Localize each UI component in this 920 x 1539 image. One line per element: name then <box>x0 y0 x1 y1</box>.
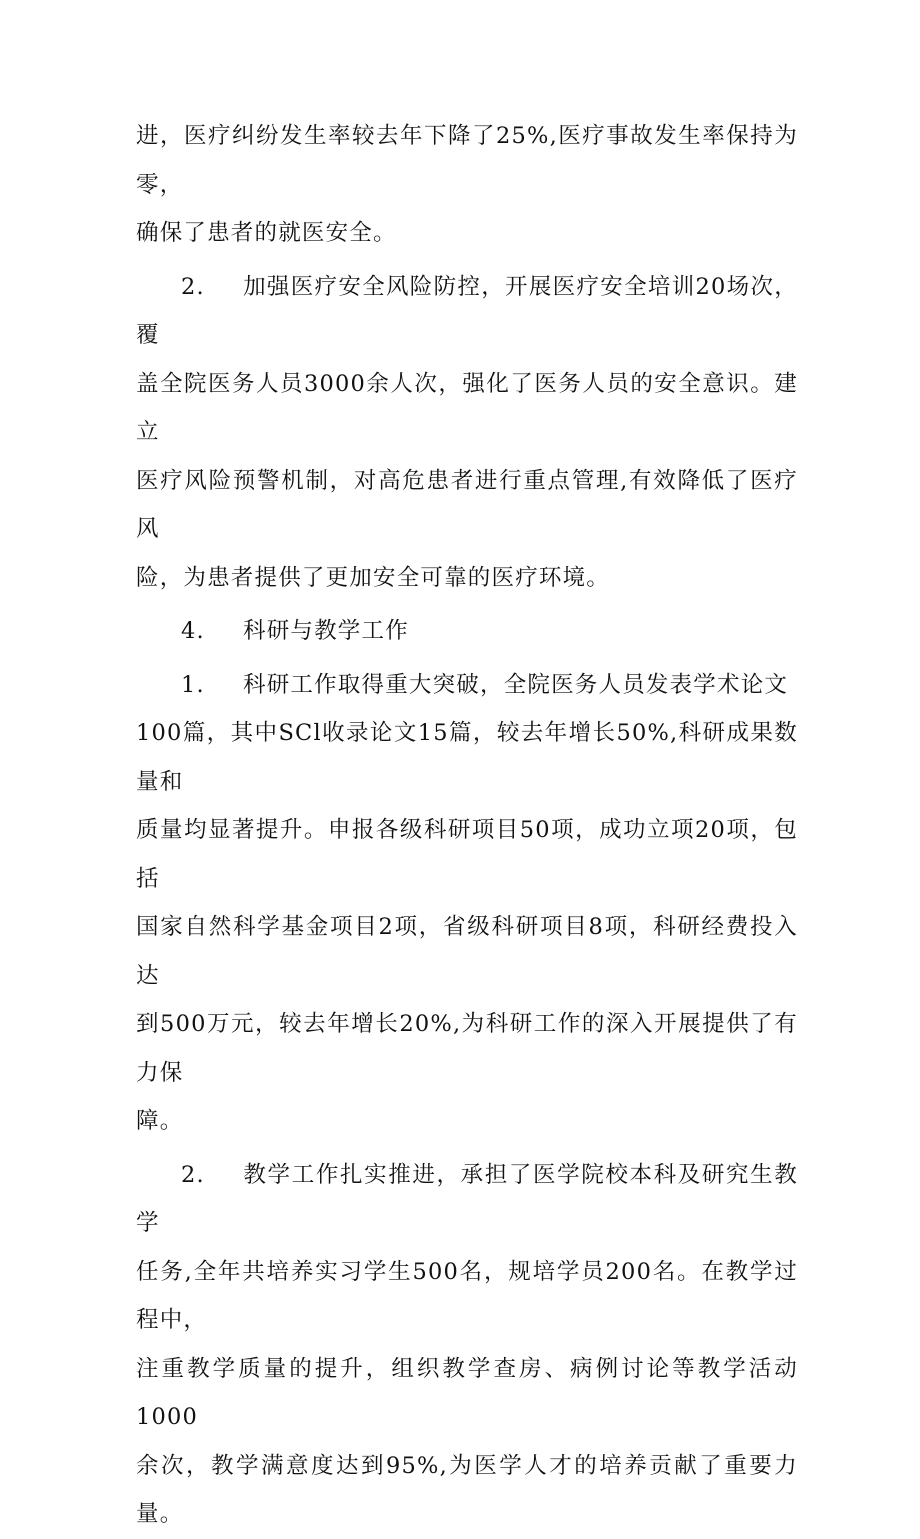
text-line: 障。 <box>136 1108 184 1134</box>
text-line: 险，为患者提供了更加安全可靠的医疗环境。 <box>136 564 611 591</box>
paragraph-number: 2. <box>181 1161 205 1188</box>
text-line: 质量均显著提升。申报各级科研项目50项，成功立项20项，包括 <box>136 817 798 892</box>
section-heading <box>136 607 798 656</box>
text-line: 国家自然科学基金项目2项，省级科研项目8项，科研经费投入达 <box>136 914 798 989</box>
paragraph-number: 1. <box>181 671 205 698</box>
paragraph-number: 2. <box>181 273 205 300</box>
first-line <box>136 661 798 710</box>
text-line: 余次，教学满意度达到95%,为医学人才的培养贡献了重要力量。 <box>136 1452 798 1527</box>
text-line: 盖全院医务人员3000余人次，强化了医务人员的安全意识。建立 <box>136 370 798 445</box>
text-line: 科研工作取得重大突破，全院医务人员发表学术论文 <box>243 671 789 698</box>
text-line: 教学工作扎实推进，承担了医学院校本科及研究生教学 <box>136 1161 798 1236</box>
section-number: 4. <box>181 618 205 644</box>
text-line: 100篇，其中SCl收录论文15篇，较去年增长50%,科研成果数量和 <box>136 720 798 795</box>
paragraph-research <box>136 661 798 1146</box>
document-body <box>136 112 798 1539</box>
first-line <box>136 263 798 360</box>
text-line: 加强医疗安全风险防控，开展医疗安全培训20场次，覆 <box>136 273 798 348</box>
paragraph-continuation <box>136 112 798 258</box>
text-line: 医疗风险预警机制，对高危患者进行重点管理,有效降低了医疗风 <box>136 467 798 542</box>
paragraph-safety-risk <box>136 263 798 603</box>
text-line: 任务,全年共培养实习学生500名，规培学员200名。在教学过程中， <box>136 1258 798 1333</box>
text-line: 注重教学质量的提升，组织教学查房、病例讨论等教学活动1000 <box>136 1355 798 1430</box>
text-line: 进，医疗纠纷发生率较去年下降了25%,医疗事故发生率保持为零， <box>136 123 798 198</box>
text-line: 确保了患者的就医安全。 <box>136 220 397 246</box>
heading-line <box>136 607 798 656</box>
first-line <box>136 1151 798 1248</box>
text-line: 到500万元，较去年增长20%,为科研工作的深入开展提供了有力保 <box>136 1011 798 1086</box>
section-title: 科研与教学工作 <box>243 618 409 644</box>
paragraph-teaching <box>136 1151 798 1539</box>
